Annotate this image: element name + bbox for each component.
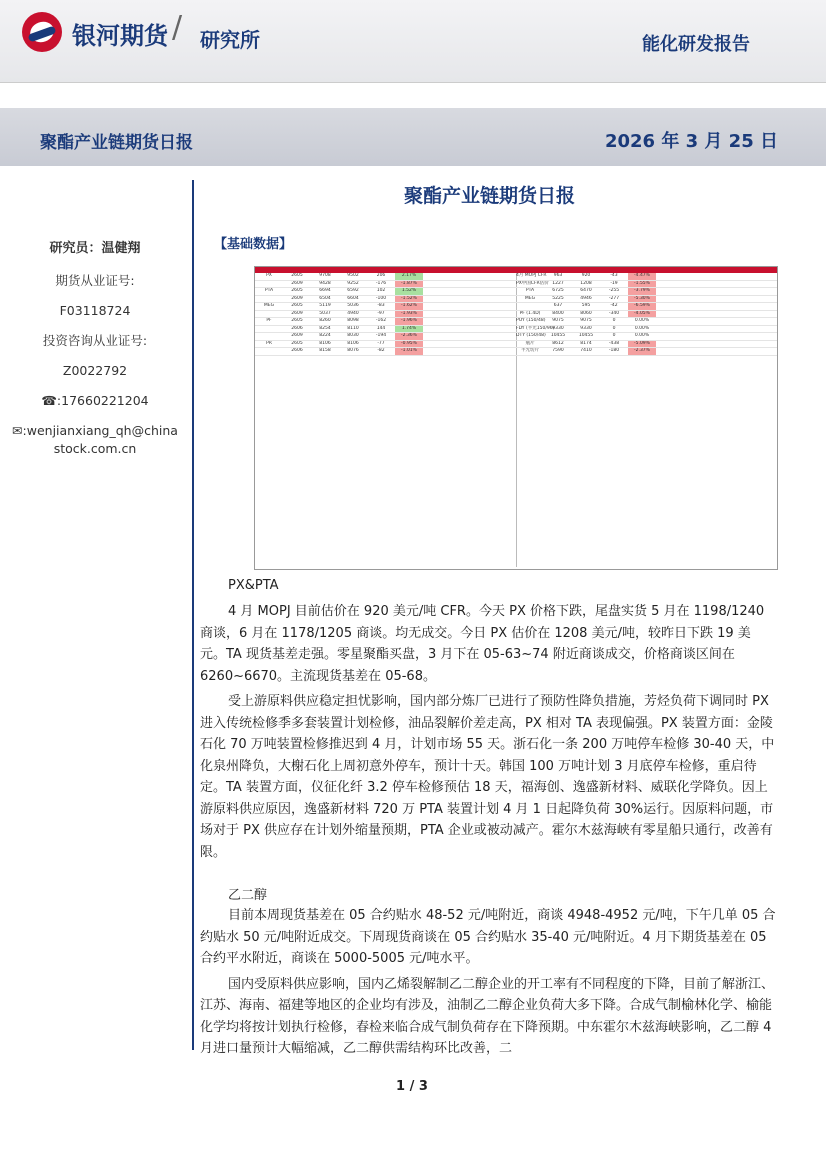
report-date: 2026 年 3 月 25 日 [604, 131, 778, 152]
table-row [255, 341, 516, 349]
basic-data-table [254, 266, 778, 570]
brand-divider: / [172, 10, 183, 45]
futures-cert-label: 期货从业证号: [55, 273, 135, 288]
table-row [516, 281, 777, 289]
table-cell: -4.05% [628, 311, 656, 318]
table-cell: 6694 [319, 288, 331, 293]
table-cell: -5.30% [628, 296, 656, 303]
table-cell: 2609 [291, 310, 303, 316]
report-type: 能化研发报告 [642, 34, 750, 55]
table-cell: PTA [525, 288, 535, 293]
table-cell: -82 [377, 348, 385, 353]
table-cell: -1.62% [395, 303, 423, 310]
table-cell: 6470 [580, 288, 592, 293]
table-cell: -2.36% [395, 333, 423, 340]
px-paragraph: 4 月 MOPJ 目前估价在 920 美元/吨 CFR。今天 PX 价格下跌，尾盘实货 5 月在 1198/1240 商谈，6 月在 1178/1205 商谈。均无成交。今日 PX 估价在 1208 美元/吨，较昨日下跌 19 美元。TA 现货基差走强。零星聚酯买盘，3 月下在 05-63~74 附近商谈成交，价格商谈区间在 6260~6670。主流现货基差在 05-68。 [200, 604, 765, 684]
table-cell: 206 [376, 273, 386, 278]
document-title: 聚酯产业链期货日报 [404, 185, 576, 207]
invest-cert-label: 投资咨询从业证号: [42, 333, 148, 348]
table-cell: FDY (半光150/96) [516, 325, 555, 331]
table-cell: 9075 [580, 318, 592, 323]
table-cell: 8612 [552, 340, 564, 346]
table-cell: 2.17% [395, 273, 423, 280]
table-cell: 144 [376, 325, 386, 331]
table-cell: -1.96% [395, 318, 423, 325]
table-cell: 6725 [552, 288, 564, 293]
table-cell: 8260 [319, 318, 331, 323]
table-cell: 2605 [291, 288, 303, 293]
email-line-1[interactable]: ✉:wenjianxiang_qh@china [12, 423, 178, 438]
table-row [516, 318, 777, 326]
table-cell: 8158 [319, 348, 331, 353]
table-row [255, 296, 516, 304]
table-cell: -340 [608, 310, 620, 316]
table-cell: 2609 [291, 333, 303, 338]
table-cell: -1.93% [395, 311, 423, 318]
table-cell: 2606 [291, 348, 303, 353]
table-cell: -1.87% [395, 281, 423, 288]
table-cell: 0 [612, 333, 616, 338]
table-row [516, 348, 777, 356]
table-cell: 5225 [552, 295, 564, 301]
table-cell: 8030 [347, 333, 359, 338]
meg-paragraph: 国内受原料供应影响，国内乙烯裂解制乙二醇企业的开工率有不同程度的下降，目前了解浙江、江苏、海南、福建等地区的企业均有涉及，油制乙二醇企业负荷大多下降。合成气制榆林化学、榆能化学均将按计划执行检修，春检来临合成气制负荷存在下降预期。中东霍尔木兹海峡影响，乙二醇 4 月进口量预计大幅缩减，乙二醇供需结构环比改善，二 [200, 976, 775, 1056]
table-cell: -277 [608, 295, 620, 301]
table-cell: -100 [375, 295, 387, 301]
brand-name: 银河期货 [72, 22, 168, 50]
email-line-2[interactable]: stock.com.cn [53, 441, 137, 456]
table-cell: -4.47% [628, 273, 656, 280]
px-paragraph: 受上游原料供应稳定担忧影响，国内部分炼厂已进行了预防性降负措施，芳烃负荷下调同时 PX 进入传统检修季多套装置计划检修，油品裂解价差走高，PX 相对 TA 表现偏强。PX 装置方面：金陵石化 70 万吨装置检修推迟到 4 月，计划市场 55 天。浙石化一条 200 万吨停车检修 30-40 天，中化泉州降负，大榭石化上周初意外停车，预计十天。韩国 100 万吨计划 3 月底停车检修，重启待定。TA 装置方面，仪征化纤 3.2 停车检修预估 18 天，福海创、逸盛新材料、威联化学降负。因上游原料供应原因，逸盛新材料 720 万 PTA 装置计划 4 月 1 日起降负荷 30%运行。因原料问题，市场对于 PX 供应存在计划外缩量预期，PTA 企业或被动减产。霍尔木兹海峡有零星船只通行，改善有限。 [200, 694, 775, 860]
report-header [0, 0, 826, 83]
px-section [200, 601, 776, 863]
table-cell: -0.95% [395, 341, 423, 348]
table-row [516, 288, 777, 296]
table-cell: -19 [610, 280, 618, 286]
table-cell: 637 [553, 303, 563, 308]
table-cell: -255 [608, 288, 620, 293]
table-row [255, 273, 516, 281]
galaxy-futures-logo-icon [22, 12, 62, 52]
table-cell: POY (150/48) [516, 318, 546, 323]
table-cell: 半光切片 [521, 348, 539, 353]
table-cell: -180 [608, 348, 620, 353]
table-cell: 2605 [291, 273, 303, 278]
table-cell: PX [266, 273, 272, 278]
table-cell: -194 [375, 333, 387, 338]
table-cell: 8224 [319, 333, 331, 338]
table-row [255, 348, 516, 356]
table-row [516, 303, 777, 311]
table-cell: 8110 [347, 325, 359, 331]
table-cell: 4940 [347, 310, 359, 316]
table-row [516, 326, 777, 334]
table-row [516, 273, 777, 281]
table-cell: 8400 [552, 310, 564, 316]
futures-price-table [255, 267, 517, 567]
table-cell: DTY (150/48) [516, 333, 546, 338]
table-cell: PTA [264, 288, 274, 293]
table-cell: 8106 [319, 340, 331, 346]
table-cell: 6604 [347, 295, 359, 301]
table-cell: 2605 [291, 303, 303, 308]
futures-cert-number: F03118724 [59, 303, 131, 318]
meg-paragraph: 目前本周现货基差在 05 合约贴水 48-52 元/吨附近，商谈 4948-4952 元/吨，下午几单 05 合约贴水 50 元/吨附近成交。下周现货商谈在 05 合约贴水 35-40 元/吨附近。4 月下期货基差在 05 合约平水附近，商谈在 5000-5005 元/吨水平。 [200, 908, 776, 966]
table-cell: -3.79% [628, 288, 656, 295]
invest-cert-number: Z0022792 [62, 363, 128, 378]
section-label: 【基础数据】 [214, 237, 293, 252]
table-cell: 8098 [347, 318, 359, 323]
table-cell: 2606 [291, 325, 303, 331]
table-cell: -1.52% [395, 296, 423, 303]
table-cell: 102 [376, 288, 386, 293]
table-cell: 595 [581, 303, 591, 308]
table-cell: 9075 [552, 318, 564, 323]
table-row [255, 318, 516, 326]
table-cell: 6504 [319, 295, 331, 301]
table-cell: 963 [553, 273, 563, 278]
table-cell: 1.74% [395, 326, 423, 333]
table-cell: 6592 [347, 288, 359, 293]
table-cell: -6.59% [628, 303, 656, 310]
table-cell: 0.00% [634, 325, 650, 331]
table-row [516, 296, 777, 304]
table-row [255, 288, 516, 296]
table-cell: 5119 [319, 303, 331, 308]
table-cell: 瓶片 [525, 340, 535, 346]
table-cell: -43 [610, 273, 618, 278]
table-cell: -77 [377, 340, 385, 346]
table-cell: 2609 [291, 295, 303, 301]
table-row [516, 311, 777, 319]
table-cell: 9708 [319, 273, 331, 278]
table-cell: MEG [263, 303, 275, 308]
table-row [255, 281, 516, 289]
page-number: 1 / 3 [396, 1079, 428, 1094]
table-cell: 8060 [580, 310, 592, 316]
table-cell: 1227 [552, 280, 564, 286]
table-cell: -176 [375, 280, 387, 286]
table-cell: -162 [375, 318, 387, 323]
table-cell: 9502 [347, 273, 359, 278]
analyst-sidebar [0, 240, 190, 470]
table-cell: -97 [377, 310, 385, 316]
table-cell: 10455 [578, 333, 594, 338]
table-cell: PR [266, 340, 272, 346]
analyst-name: 研究员：温健翔 [49, 241, 141, 256]
meg-section [200, 905, 776, 1060]
table-row [255, 303, 516, 311]
table-cell: 1208 [580, 280, 592, 286]
table-cell: -1.55% [628, 281, 656, 288]
table-cell: PX中国CFR估价 [516, 280, 549, 286]
table-row [516, 341, 777, 349]
table-cell: 4946 [580, 295, 592, 301]
table-cell: 2605 [291, 318, 303, 323]
table-cell: 1.52% [395, 288, 423, 295]
table-cell: 2605 [291, 340, 303, 346]
table-cell: 8254 [319, 325, 331, 331]
table-cell: 9330 [552, 325, 564, 331]
px-heading: PX&PTA [228, 578, 279, 593]
phone-number: ☎:17660221204 [41, 393, 149, 408]
table-cell: -5.09% [628, 341, 656, 348]
table-cell: 0.00% [634, 333, 650, 338]
table-row [255, 333, 516, 341]
table-cell: 4月 MOPJ CFR [516, 273, 547, 278]
table-cell: -83 [377, 303, 385, 308]
table-cell: -1.01% [395, 348, 423, 355]
table-cell: 5036 [347, 303, 359, 308]
table-cell: 8106 [347, 340, 359, 346]
table-row [255, 311, 516, 319]
table-cell: MEG [524, 295, 536, 301]
table-cell: -42 [610, 303, 618, 308]
table-cell: PF (1.4D) [519, 310, 541, 316]
sidebar-divider [192, 180, 194, 1050]
table-cell: 0.00% [634, 318, 650, 323]
band-title: 聚酯产业链期货日报 [40, 133, 193, 153]
table-cell: 8174 [580, 340, 592, 346]
table-cell: 9330 [580, 325, 592, 331]
meg-heading: 乙二醇 [228, 888, 268, 903]
table-cell: 8076 [347, 348, 359, 353]
table-row [516, 333, 777, 341]
table-cell: 0 [612, 318, 616, 323]
table-cell: 10455 [550, 333, 566, 338]
table-cell: -2.37% [628, 348, 656, 355]
table-cell: 9252 [347, 280, 359, 286]
table-row [255, 326, 516, 334]
table-cell: 2609 [291, 280, 303, 286]
table-cell: 920 [581, 273, 591, 278]
table-cell: 7410 [580, 348, 592, 353]
table-cell: 0 [612, 325, 616, 331]
table-cell: 5037 [319, 310, 331, 316]
department-name: 研究所 [200, 28, 260, 52]
table-cell: -438 [608, 340, 620, 346]
spot-price-table [516, 267, 777, 567]
table-cell: 9428 [319, 280, 331, 286]
table-cell: 7590 [552, 348, 564, 353]
table-cell: PF [266, 318, 272, 323]
